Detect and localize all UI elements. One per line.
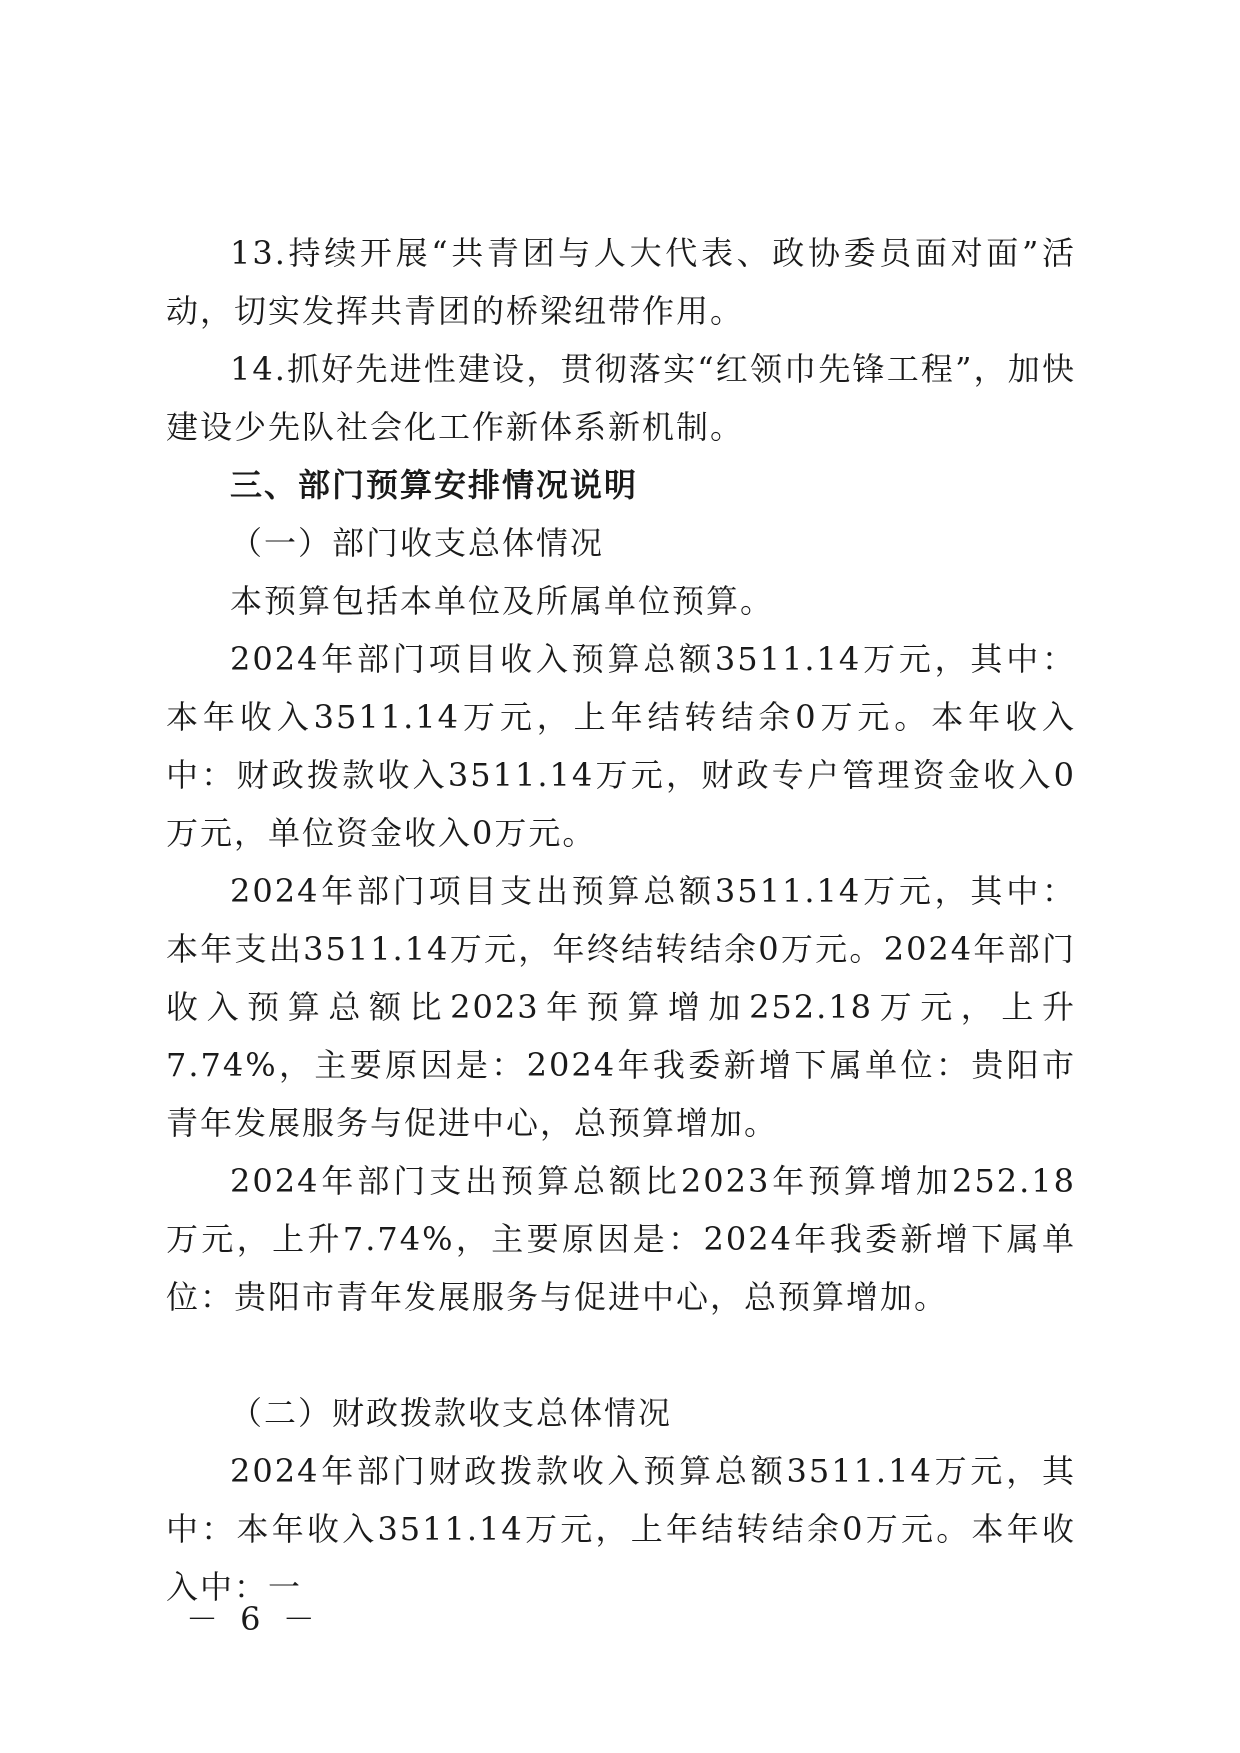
page-number: － 6 － [186,1600,321,1638]
paragraph-item-13: 13.持续开展“共青团与人大代表、政协委员面对面”活动，切实发挥共青团的桥梁纽带作用。 [166,234,1076,330]
paragraph-fiscal-income: 2024年部门财政拨款收入预算总额3511.14万元，其中：本年收入3511.14万元，上年结转结余0万元。本年收入中：一 [166,1452,1076,1606]
paragraph-expenditure-change: 2024年部门支出预算总额比2023年预算增加252.18万元，上升7.74%，主要原因是：2024年我委新增下属单位：贵阳市青年发展服务与促进中心，总预算增加。 [166,1162,1076,1316]
paragraph-expenditure: 2024年部门项目支出预算总额3511.14万元，其中：本年支出3511.14万元，年终结转结余0万元。2024年部门收入预算总额比2023年预算增加252.18万元，上升7.74%，主要原因是：2024年我委新增下属单位：贵阳市青年发展服务与促进中心，总预算增加。 [166,872,1076,1142]
paragraph-income: 2024年部门项目收入预算总额3511.14万元，其中：本年收入3511.14万元，上年结转结余0万元。本年收入中：财政拨款收入3511.14万元，财政专户管理资金收入0万元，单位资金收入0万元。 [166,640,1076,852]
paragraph-scope: 本预算包括本单位及所属单位预算。 [230,582,775,620]
document-body [166,224,1076,1616]
section-heading-budget: 三、部门预算安排情况说明 [230,466,639,504]
subsection-heading-overall: （一）部门收支总体情况 [230,524,605,562]
subsection-heading-fiscal: （二）财政拨款收支总体情况 [230,1394,673,1432]
paragraph-item-14: 14.抓好先进性建设，贯彻落实“红领巾先锋工程”，加快建设少先队社会化工作新体系新机制。 [166,350,1076,446]
